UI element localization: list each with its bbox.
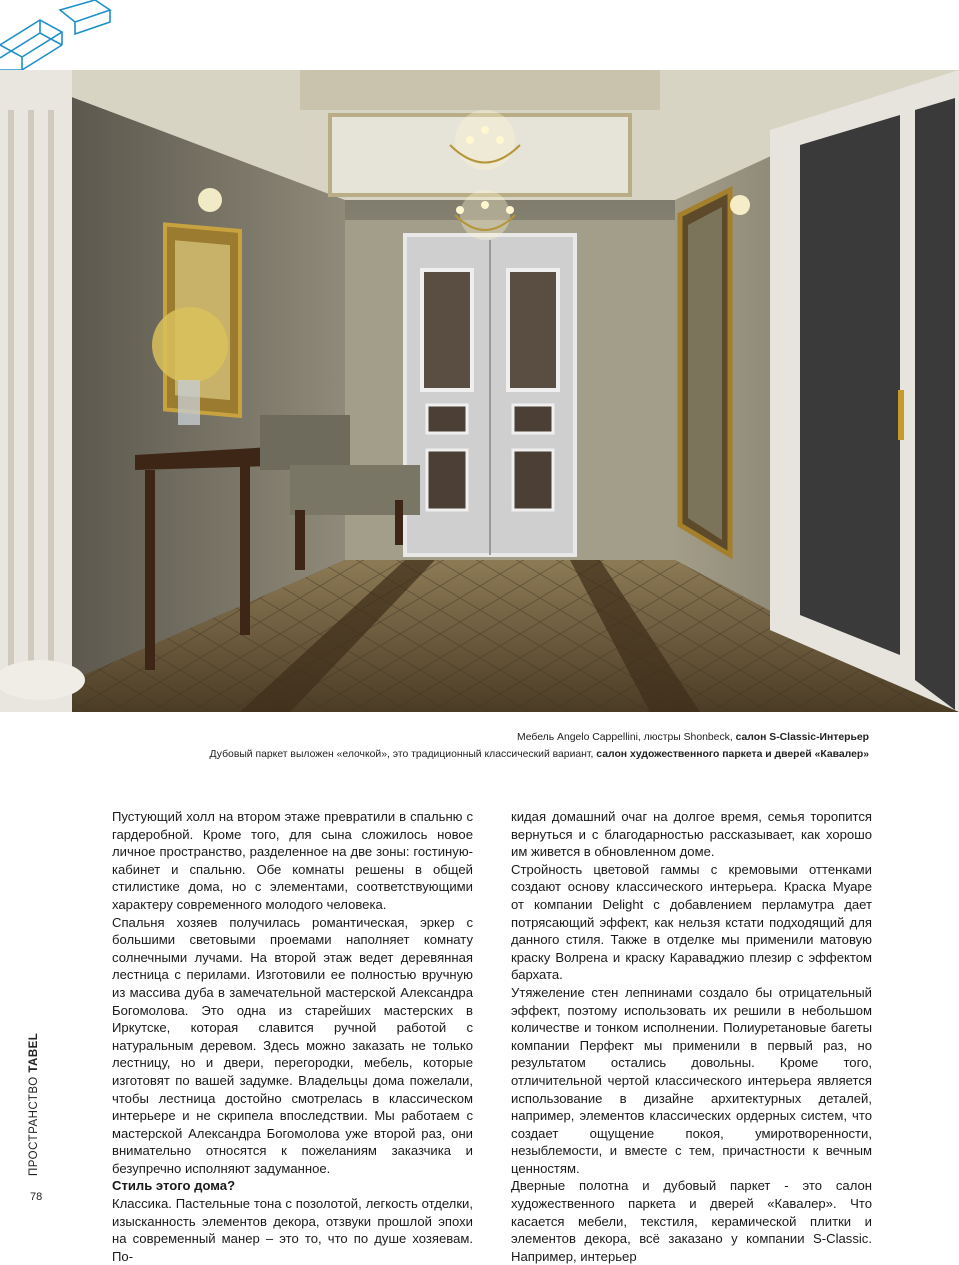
article-subheading: Стиль этого дома?: [112, 1178, 236, 1194]
article-paragraph: кидая домашний очаг на долгое время, семья торопится вернуться и с благодарностью рассказывает, как хорошо им живется в обновленном доме.: [511, 809, 872, 860]
page-number: 78: [30, 1191, 43, 1203]
article-column-left: [112, 808, 473, 1265]
photo-captions: [210, 729, 869, 763]
article-paragraph: Спальня хозяев получилась романтическая, эркер с большими световыми проемами наполняет комнату солнечными лучами. На второй этаж ведет деревянная лестница с перилами. Изготовили ее полностью вручную из массива дуба в замечательной мастерской Александра Богомолова. Это одна из старейших мастерских в Иркутске, которая славится ручной работой с натуральным деревом. Здесь можно заказать не только лестницу, но и двери, перегородки, мебель, которые изготовят по вашей задумке. Владельцы дома пожелали, чтобы лестница достойно смотрелась в классическом интерьере и не скрипела впоследствии. Мы работаем с мастерской Александра Богомолова уже второй раз, они внимательно относятся к пожеланиям заказчика и безупречно исполняют задуманное.: [112, 914, 473, 1176]
article-paragraph: Классика. Пастельные тона с позолотой, легкость отделки, изысканность элементов декора, отзвуки прошлой эпохи на современный манер – это то, что по душе хозяевам. По-: [112, 1196, 473, 1264]
caption-line-2-salon: салон художественного паркета и дверей «Кавалер»: [596, 749, 869, 760]
article-paragraph: Пустующий холл на втором этаже превратили в спальню с гардеробной. Кроме того, для сына сложилось новое личное пространство, разделенное на две зоны: гостиную-кабинет и спальню. Обе комнаты решены в общей стилистике дома, но с элементами, соответствующими характеру современного молодого человека.: [112, 809, 473, 912]
article-paragraph: Стройность цветовой гаммы с кремовыми оттенками создают основу классического интерьера. Краска Муаре от компании Delight с добавлением перламутра дает потрясающий эффект, как нельзя кстати подходящий для данного стиля. Также в отделке мы применили матовую краску Волрена и краску Караваджио плезир с эффектом бархата.: [511, 861, 872, 983]
article-paragraph: Утяжеление стен лепнинами создало бы отрицательный эффект, поэтому использовать их решили в небольшом количестве и тонком исполнении. Полиуретановые багеты компании Перфект мы применили в первый раз, но результатом остались довольны. Кроме того, отличительной чертой классического интерьера является использование в дизайне архитектурных деталей, например, элементов классических ордерных систем, что создает ощущение покоя, умиротворенности, незыблемости, и вместе с тем, причастности к вечным ценностям.: [511, 984, 872, 1176]
section-label-bold: TABEL: [28, 1032, 40, 1073]
caption-line-1-credits: Мебель Angelo Cappellini, люстры Shonbeck,: [516, 732, 736, 743]
hallway-interior-photo: [0, 70, 959, 712]
article-column-right: [511, 808, 872, 1265]
caption-line-1-salon: салон S-Classic-Интерьер: [735, 732, 869, 743]
article-paragraph: Дверные полотна и дубовый паркет - это салон художественного паркета и дверей «Кавалер». Что касается мебели, текстиля, керамической плитки и элементов декора, всё заказано у компании S-Classic. Например, интерьер: [511, 1178, 872, 1264]
caption-line-2: [210, 746, 869, 763]
section-label-plain: ПРОСТРАНСТВО: [28, 1072, 40, 1176]
caption-line-2-credits: Дубовый паркет выложен «елочкой», это традиционный классический вариант,: [209, 749, 597, 760]
magazine-logo-icon: [0, 0, 120, 80]
section-label: [28, 1033, 40, 1176]
caption-line-1: [210, 729, 869, 746]
